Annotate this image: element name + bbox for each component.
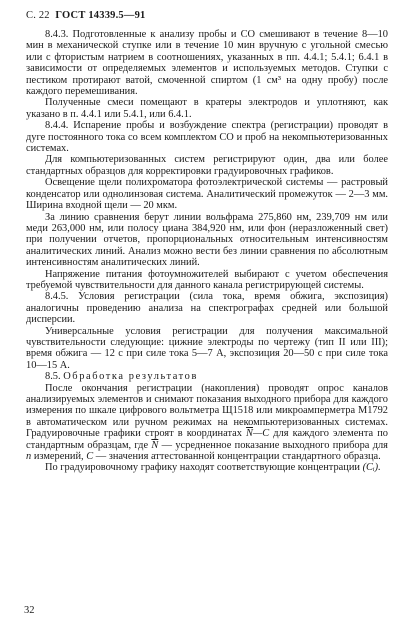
n-bar-symbol: $\overline{N}$ xyxy=(246,428,253,440)
paragraph-processing: После окончания регистрации (накопления) проводят опрос каналов анализируемых элементов и снимают показания выходного прибора для каждого измерения по шкале цифрового вольтметра Щ1518 или микроамперметра М1792 в автоматическом или ручном режимах на некомпьютеризованных системах. Градуировочные графики строят в координатах $\overline{N}—C$ для каждого элемента по стандартным образцам, где $\overline{N}$ — усредненное показание выходного прибора для n измерений, C — значения аттестованной концентрации стандартного образца. xyxy=(26,382,388,463)
paragraph-8-4-5: 8.4.5. Условия регистрации (сила тока, время обжига, экспозиция) аналогичны проведению анализа на спектрографах средней или большой дисперсии. xyxy=(26,291,388,326)
page-number: 32 xyxy=(24,605,35,616)
section-number: 8.5. xyxy=(45,371,61,383)
formula-tail-3: измерений, xyxy=(33,451,84,463)
paragraph-concentration xyxy=(26,462,388,473)
n-symbol: n xyxy=(26,451,32,463)
c-symbol-2: C xyxy=(86,451,94,463)
paragraph-8-4-3: 8.4.3. Подготовленные к анализу пробы и СО смешивают в течение 8—10 мин в механической ступке или в течение 10 мин вручную с угольной смесью или с фтористым натрием в соотношениях, указанных в пп. 4.4.1; 5.4.1; 6.4.1 в зависимости от определяемых элементов и используемых методов. Ступки с пестиком протирают ватой, смоченной спиртом (1 см³ на одну пробу) после каждого перемешивания. xyxy=(26,29,388,98)
c-symbol: C xyxy=(262,428,270,440)
n-bar-symbol-2: $\overline{N}$ xyxy=(151,439,159,451)
paragraph-slit-illumination: Освещение щели полихроматора фотоэлектрической системы — растровый конденсатор или однолинзовая система. Аналитический промежуток — 2—3 мм. Ширина входной щели — 20 мкм. xyxy=(26,177,388,212)
formula-tail-4: — значения аттестованной концентрации стандартного образца. xyxy=(95,451,381,463)
formula-tail-2: — усредненное показание выходного прибора для xyxy=(161,439,388,451)
processing-text: После окончания регистрации (накопления) проводят опрос каналов анализируемых элементов и снимают показания выходного прибора для каждого измерения по шкале цифрового вольтметра Щ1518 или микроамперметра М1792 в автоматическом или ручном режимах на некомпьютеризованных системах. Градуировочные графики строят в координатах xyxy=(26,382,388,440)
standard-number: ГОСТ 14339.5—91 xyxy=(55,10,146,21)
page-label: С. 22 xyxy=(26,10,50,21)
paragraph-universal-conditions: Универсальные условия регистрации для получения максимальной чувствительности следующие: цижние электроды по чертежу (тип II или III); время обжига — 12 с при силе тока 5—7 А, экспозиция 20—50 с при силе тока 10—15 А. xyxy=(26,325,388,371)
paragraph-mixtures: Полученные смеси помещают в кратеры электродов и уплотняют, как указано в п. 4.4.1 или 5.4.1, или 6.4.1. xyxy=(26,97,388,120)
paragraph-reference-line: За линию сравнения берут линии вольфрама 275,860 нм, 239,709 нм или меди 263,000 нм, или полосу циана 384,920 нм, или фон (неразложенный свет) при получении отчетов, пропорциональных относительным интенсивностям аналитических линий. Анализ можно вести без линии сравнения по абсолютным интенсивностям аналитических линий. xyxy=(26,211,388,269)
concentration-symbol: (Cᵢ). xyxy=(362,462,381,474)
section-title: Обработка результатов xyxy=(63,371,198,383)
formula-tail-1: для каждого элемента по стандартным образцам, где xyxy=(26,428,388,451)
paragraph-8-4-4: 8.4.4. Испарение пробы и возбуждение спектра (регистрации) проводят в дуге постоянного тока со всем комплектом СО и проб на некомпьютеризованных системах. xyxy=(26,120,388,155)
page-header xyxy=(26,10,388,21)
document-page xyxy=(26,10,388,474)
concentration-text: По градуировочному графику находят соответствующие концентрации xyxy=(45,462,360,474)
paragraph-voltage: Напряжение питания фотоумножителей выбирают с учетом обеспечения требуемой чувствительности для данного канала регистрирующей системы. xyxy=(26,268,388,291)
section-8-5-heading xyxy=(26,371,388,382)
paragraph-computerized: Для компьютеризованных систем регистрируют один, два или более стандартных образцов для корректировки градуировочных графиков. xyxy=(26,154,388,177)
